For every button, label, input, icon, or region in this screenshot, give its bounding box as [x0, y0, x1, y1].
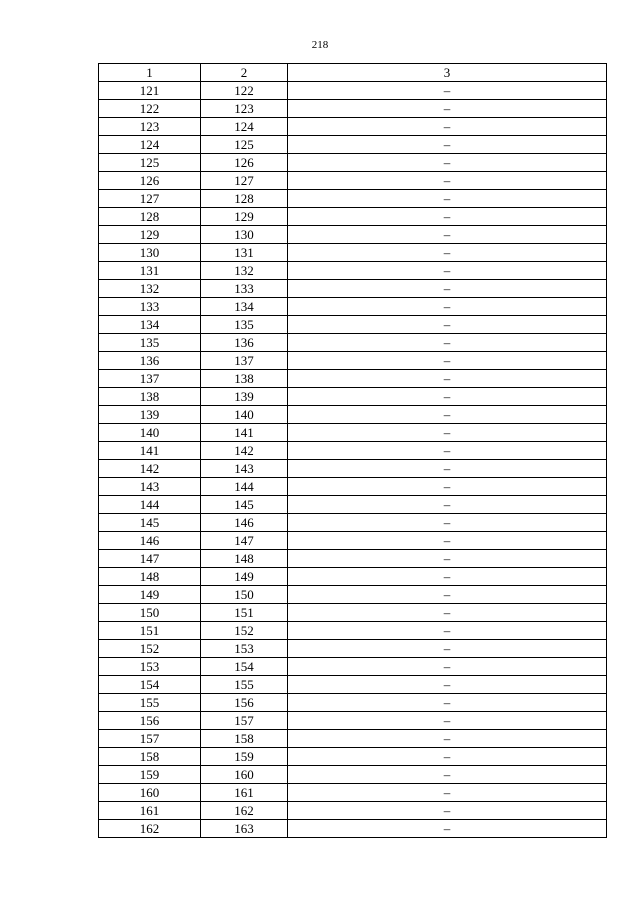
table-row	[99, 766, 607, 784]
table-cell-col-1: 153	[99, 658, 201, 676]
table-cell-col-2: 126	[201, 154, 288, 172]
table-cell-col-1: 147	[99, 550, 201, 568]
table-cell-col-1: 134	[99, 316, 201, 334]
table-cell-col-2: 155	[201, 676, 288, 694]
table-cell-col-2: 136	[201, 334, 288, 352]
table-cell-col-2: 154	[201, 658, 288, 676]
table-row	[99, 640, 607, 658]
table-cell-col-1: 149	[99, 586, 201, 604]
table-cell-col-2: 157	[201, 712, 288, 730]
table-cell-col-2: 122	[201, 82, 288, 100]
table-cell-col-1: 125	[99, 154, 201, 172]
table-cell-col-1: 148	[99, 568, 201, 586]
table-cell-col-3: –	[288, 748, 607, 766]
table-cell-col-3: –	[288, 622, 607, 640]
table-row	[99, 622, 607, 640]
table-cell-col-1: 130	[99, 244, 201, 262]
table-cell-col-1: 143	[99, 478, 201, 496]
table-cell-col-2: 128	[201, 190, 288, 208]
table-cell-col-2: 133	[201, 280, 288, 298]
table-cell-col-2: 163	[201, 820, 288, 838]
table-row	[99, 550, 607, 568]
table-cell-col-3: –	[288, 244, 607, 262]
table-cell-col-1: 156	[99, 712, 201, 730]
table-cell-col-3: –	[288, 766, 607, 784]
table-row	[99, 136, 607, 154]
table-cell-col-3: –	[288, 100, 607, 118]
table-cell-col-1: 159	[99, 766, 201, 784]
table-cell-col-2: 152	[201, 622, 288, 640]
table-row	[99, 424, 607, 442]
table-cell-col-1: 138	[99, 388, 201, 406]
table-cell-col-2: 149	[201, 568, 288, 586]
table-cell-col-3: –	[288, 280, 607, 298]
table-cell-col-3: –	[288, 352, 607, 370]
table-cell-col-1: 131	[99, 262, 201, 280]
table-row	[99, 280, 607, 298]
table-row	[99, 676, 607, 694]
table-cell-col-3: –	[288, 478, 607, 496]
table-cell-col-2: 132	[201, 262, 288, 280]
table-cell-col-3: –	[288, 586, 607, 604]
table-cell-col-2: 151	[201, 604, 288, 622]
table-cell-col-3: –	[288, 640, 607, 658]
table-cell-col-1: 152	[99, 640, 201, 658]
table-row	[99, 190, 607, 208]
table-cell-col-2: 144	[201, 478, 288, 496]
table-cell-col-2: 147	[201, 532, 288, 550]
table-cell-col-3: –	[288, 676, 607, 694]
table-cell-col-1: 144	[99, 496, 201, 514]
table-row	[99, 478, 607, 496]
table-cell-col-2: 148	[201, 550, 288, 568]
data-table	[98, 63, 607, 838]
table-row	[99, 334, 607, 352]
table-cell-col-1: 123	[99, 118, 201, 136]
table-cell-col-1: 126	[99, 172, 201, 190]
table-cell-col-3: –	[288, 208, 607, 226]
table-cell-col-3: –	[288, 550, 607, 568]
table-cell-col-3: –	[288, 802, 607, 820]
table-cell-col-2: 158	[201, 730, 288, 748]
table-row	[99, 514, 607, 532]
table-cell-col-2: 141	[201, 424, 288, 442]
table-cell-col-1: 121	[99, 82, 201, 100]
table-row	[99, 370, 607, 388]
table-cell-col-2: 139	[201, 388, 288, 406]
table-cell-col-1: 145	[99, 514, 201, 532]
table-cell-col-3: –	[288, 406, 607, 424]
table-cell-col-3: –	[288, 136, 607, 154]
table-cell-col-1: 135	[99, 334, 201, 352]
table-cell-col-3: –	[288, 154, 607, 172]
table-cell-col-2: 150	[201, 586, 288, 604]
table-row	[99, 406, 607, 424]
table-cell-col-3: –	[288, 388, 607, 406]
table-row	[99, 298, 607, 316]
table-row	[99, 694, 607, 712]
table-cell-col-2: 156	[201, 694, 288, 712]
header-row	[99, 64, 607, 82]
column-header-3: 3	[288, 64, 607, 82]
table-cell-col-1: 158	[99, 748, 201, 766]
table-cell-col-2: 127	[201, 172, 288, 190]
table-cell-col-3: –	[288, 460, 607, 478]
page-number: 218	[311, 39, 329, 51]
table-cell-col-3: –	[288, 334, 607, 352]
table-cell-col-2: 134	[201, 298, 288, 316]
table-cell-col-1: 124	[99, 136, 201, 154]
table-cell-col-2: 145	[201, 496, 288, 514]
table-cell-col-1: 150	[99, 604, 201, 622]
table-row	[99, 316, 607, 334]
table-cell-col-3: –	[288, 730, 607, 748]
table-cell-col-3: –	[288, 424, 607, 442]
table-cell-col-2: 140	[201, 406, 288, 424]
table-row	[99, 748, 607, 766]
table-cell-col-1: 141	[99, 442, 201, 460]
table-row	[99, 820, 607, 838]
table-cell-col-1: 157	[99, 730, 201, 748]
table-cell-col-2: 162	[201, 802, 288, 820]
table-cell-col-1: 127	[99, 190, 201, 208]
table-row	[99, 460, 607, 478]
table-row	[99, 658, 607, 676]
table-cell-col-3: –	[288, 172, 607, 190]
table-row	[99, 442, 607, 460]
table-cell-col-2: 124	[201, 118, 288, 136]
table-row	[99, 496, 607, 514]
table-cell-col-3: –	[288, 694, 607, 712]
table-row	[99, 154, 607, 172]
table-cell-col-1: 128	[99, 208, 201, 226]
table-row	[99, 802, 607, 820]
table-row	[99, 730, 607, 748]
table-cell-col-1: 133	[99, 298, 201, 316]
table-row	[99, 388, 607, 406]
table-cell-col-2: 129	[201, 208, 288, 226]
table-cell-col-2: 138	[201, 370, 288, 388]
table-cell-col-3: –	[288, 820, 607, 838]
table-row	[99, 82, 607, 100]
table-row	[99, 172, 607, 190]
table-row	[99, 100, 607, 118]
table-row	[99, 586, 607, 604]
table-cell-col-3: –	[288, 658, 607, 676]
table-cell-col-1: 132	[99, 280, 201, 298]
table-cell-col-1: 137	[99, 370, 201, 388]
table-cell-col-1: 155	[99, 694, 201, 712]
table-cell-col-1: 151	[99, 622, 201, 640]
table-cell-col-3: –	[288, 568, 607, 586]
table-cell-col-3: –	[288, 514, 607, 532]
table-cell-col-3: –	[288, 784, 607, 802]
table-row	[99, 568, 607, 586]
table-cell-col-1: 140	[99, 424, 201, 442]
table-cell-col-2: 135	[201, 316, 288, 334]
table-cell-col-3: –	[288, 532, 607, 550]
table-cell-col-2: 142	[201, 442, 288, 460]
table-cell-col-2: 153	[201, 640, 288, 658]
table-row	[99, 532, 607, 550]
table-row	[99, 262, 607, 280]
table-cell-col-3: –	[288, 316, 607, 334]
table-cell-col-3: –	[288, 262, 607, 280]
table-cell-col-1: 160	[99, 784, 201, 802]
table-cell-col-1: 161	[99, 802, 201, 820]
table-header	[99, 64, 607, 82]
table-row	[99, 244, 607, 262]
table-row	[99, 226, 607, 244]
table-cell-col-1: 146	[99, 532, 201, 550]
column-header-2: 2	[201, 64, 288, 82]
table-cell-col-3: –	[288, 298, 607, 316]
table-cell-col-1: 139	[99, 406, 201, 424]
table-cell-col-2: 143	[201, 460, 288, 478]
table-cell-col-2: 159	[201, 748, 288, 766]
table-cell-col-1: 122	[99, 100, 201, 118]
table-cell-col-3: –	[288, 118, 607, 136]
table-row	[99, 118, 607, 136]
table-cell-col-3: –	[288, 604, 607, 622]
table-row	[99, 208, 607, 226]
table-cell-col-3: –	[288, 442, 607, 460]
table-cell-col-2: 130	[201, 226, 288, 244]
table-row	[99, 352, 607, 370]
table-row	[99, 604, 607, 622]
table-cell-col-3: –	[288, 370, 607, 388]
table-cell-col-3: –	[288, 190, 607, 208]
table-cell-col-1: 129	[99, 226, 201, 244]
table-cell-col-1: 154	[99, 676, 201, 694]
table-cell-col-2: 146	[201, 514, 288, 532]
table-cell-col-2: 131	[201, 244, 288, 262]
table-cell-col-2: 125	[201, 136, 288, 154]
table-row	[99, 712, 607, 730]
table-cell-col-3: –	[288, 226, 607, 244]
table-cell-col-1: 162	[99, 820, 201, 838]
table-cell-col-1: 142	[99, 460, 201, 478]
table-cell-col-2: 137	[201, 352, 288, 370]
table-cell-col-3: –	[288, 712, 607, 730]
table-row	[99, 784, 607, 802]
table-cell-col-2: 161	[201, 784, 288, 802]
table-cell-col-3: –	[288, 496, 607, 514]
table-body	[99, 82, 607, 838]
column-header-1: 1	[99, 64, 201, 82]
table-cell-col-1: 136	[99, 352, 201, 370]
table-cell-col-3: –	[288, 82, 607, 100]
table-cell-col-2: 160	[201, 766, 288, 784]
table-cell-col-2: 123	[201, 100, 288, 118]
